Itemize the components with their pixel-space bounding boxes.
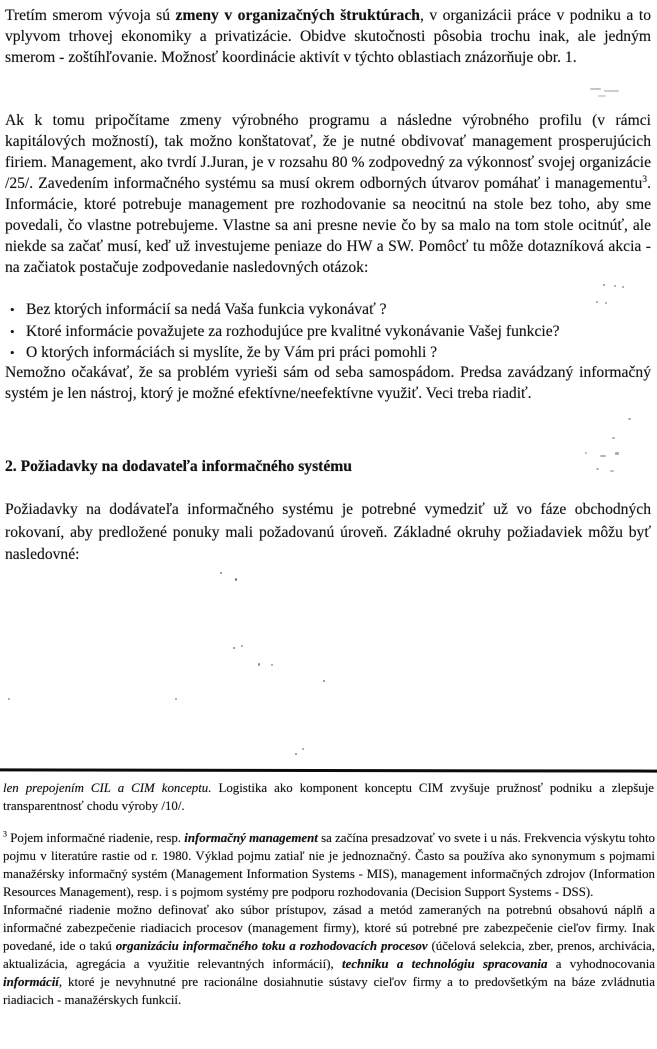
scan-speck	[612, 437, 615, 439]
scan-speck	[600, 455, 606, 457]
bullet-item	[5, 299, 651, 321]
text-run: Ak k tomu pripočítame zmeny výrobného programu a následne výrobného profilu (v rámci kapitálových možností), tak možno konštatovať, že je nutné obdivovať management prosperujúcich firiem. Management, ako tvrdí J.Juran, je v rozsahu 80 % zodpovedný za výkonnosť svojej organizácie /25/. Zavedením informačného systému sa musí okrem odborných útvarov pomáhať i managementu	[5, 112, 651, 192]
scan-speck	[323, 680, 325, 682]
bold-phrase: zmeny v organizačných štruktúrach	[175, 7, 420, 24]
text-run: a vyhodnocovania	[547, 957, 655, 971]
scan-speck	[295, 753, 297, 755]
footnote-continuation	[3, 779, 654, 815]
text-run: (účelová selekcia, zber, prenos, archivácia, aktualizácia, agregácia a využitie relevantných informácií),	[3, 939, 655, 971]
bullet-list	[5, 299, 651, 364]
bold-italic-phrase: organizáciu informačného toku a rozhodovacích procesov	[115, 939, 428, 953]
text-run: sa začína presadzovať vo svete i u nás. Frekvencia výskytu tohto pojmu v literatúre rastie od r. 1980. Výklad pojmu zatiaľ nie je jednoznačný. Často sa používa ako synonymum s pojmami manažérsky informačný systém (Management Information Systems - MIS), management informačných zdrojov (Information Resources Management), resp. i s pojmom systémy pre podporu rozhodovania (Decision Support Systems - DSS).	[3, 831, 656, 899]
scan-smudge	[604, 90, 619, 92]
scan-speck	[585, 452, 587, 454]
text-run: Tretím smerom vývoja sú	[5, 7, 176, 24]
bold-italic-phrase: informácií	[3, 975, 59, 989]
footnote-ref-3: 3	[642, 173, 648, 185]
paragraph-requirements: Požiadavky na dodávateľa informačného systému je potrebné vymedziť už vo fáze obchodných rokovaní, aby predložené ponuky mali požadovanú úroveň. Základné okruhy požiadaviek môžu byť nasledovné:	[5, 501, 651, 563]
scan-speck	[610, 470, 614, 472]
scan-speck	[622, 286, 624, 288]
footnote-marker: 3	[3, 829, 7, 839]
text-run: , ktoré je nevyhnutné pre racionálne dosiahnutie sústavy cieľov firmy a to predovšetkým na báze zvládnutia riadiacich - manažérskych funkcií.	[3, 975, 655, 1007]
bullet-text: Bez ktorých informácií sa nedá Vaša funkcia vykonávať ?	[26, 301, 387, 318]
footnote-rule	[0, 768, 657, 772]
bullet-text: O ktorých informáciách si myslíte, že by Vám pri práci pomohli ?	[26, 344, 438, 361]
scan-smudge	[590, 88, 601, 90]
bullet-icon: •	[10, 302, 15, 317]
scan-speck	[258, 663, 260, 666]
scan-speck	[596, 301, 598, 303]
scan-speck	[220, 572, 222, 574]
scan-speck	[271, 664, 273, 666]
text-run: , v organizácii práce v podniku a to vplyvom trhovej ekonomiky a privatizácie. Obidve skutočnosti pôsobia trochu inak, ale jedným smerom - zoštíhľovanie. Možnosť koordinácie aktivít v týchto oblastiach znázorňuje obr. 1.	[5, 7, 651, 66]
scan-speck	[302, 748, 304, 750]
footnote-3	[3, 829, 655, 1009]
scan-speck	[605, 302, 607, 304]
italic-phrase: len prepojením CIL a CIM konceptu.	[3, 781, 212, 795]
scan-speck	[175, 698, 177, 700]
text-run: . Informácie, ktoré potrebuje management pre rozhodovanie sa neocitnú na stole bez toho, aby sme povedali, čo vlastne potrebujeme. Vlastne sa ani presne nevie čo by sa malo na tom stole ocitnúť, ale niekde sa začať musí, keď už investujeme peniaze do HW a SW. Pomôcť tu môže dotazníková akcia - na začiatok postačuje zodpovedanie nasledovných otázok:	[5, 175, 651, 276]
scan-speck	[596, 468, 599, 470]
scan-speck	[603, 284, 605, 286]
paragraph-management	[5, 110, 651, 278]
text-run: Logistika ako komponent konceptu CIM zvyšuje pružnosť podniku a zlepšuje transparentnosť chodu výroby /10/.	[3, 781, 654, 813]
bold-italic-phrase: techniku a technológiu spracovania	[342, 957, 548, 971]
paragraph-intro	[5, 5, 651, 68]
bullet-icon: •	[10, 345, 15, 360]
bullet-item	[5, 321, 651, 343]
footnote-3-definition-intro	[3, 829, 655, 901]
section-heading: 2. Požiadavky na dodavateľa informačného systému	[5, 458, 352, 475]
scan-smudge	[598, 95, 606, 97]
paragraph-conclusion: Nemožno očakávať, že sa problém vyrieši sám od seba samospádom. Predsa zavádzaný informačný systém je len nástroj, ktorý je možné efektívne/neefektívne využiť. Veci treba riadiť.	[5, 364, 651, 402]
scan-speck	[235, 578, 237, 581]
text-run: Pojem informačné riadenie, resp.	[7, 831, 185, 845]
bullet-item	[5, 342, 651, 364]
scan-speck	[614, 285, 616, 287]
scan-speck	[8, 698, 10, 700]
scan-speck	[628, 418, 631, 420]
footnote-3-definition-body	[3, 901, 655, 1009]
bullet-icon: •	[10, 323, 15, 339]
scan-speck	[233, 647, 235, 649]
bold-italic-phrase: informačný management	[184, 831, 318, 845]
scan-speck	[615, 452, 619, 455]
bullet-text: Ktoré informácie považujete za rozhodujúce pre kvalitné vykonávanie Vašej funkcie?	[26, 322, 560, 340]
scan-speck	[241, 645, 243, 647]
text-run: Informačné riadenie možno definovať ako súbor prístupov, zásad a metód zameraných na potrebnú obsahovú náplň a informačné zabezpečenie riadiacich procesov (management firmy), ktoré sú potrebné pre zabezpečenie cieľov firmy. Inak povedané, ide o takú	[3, 903, 655, 953]
